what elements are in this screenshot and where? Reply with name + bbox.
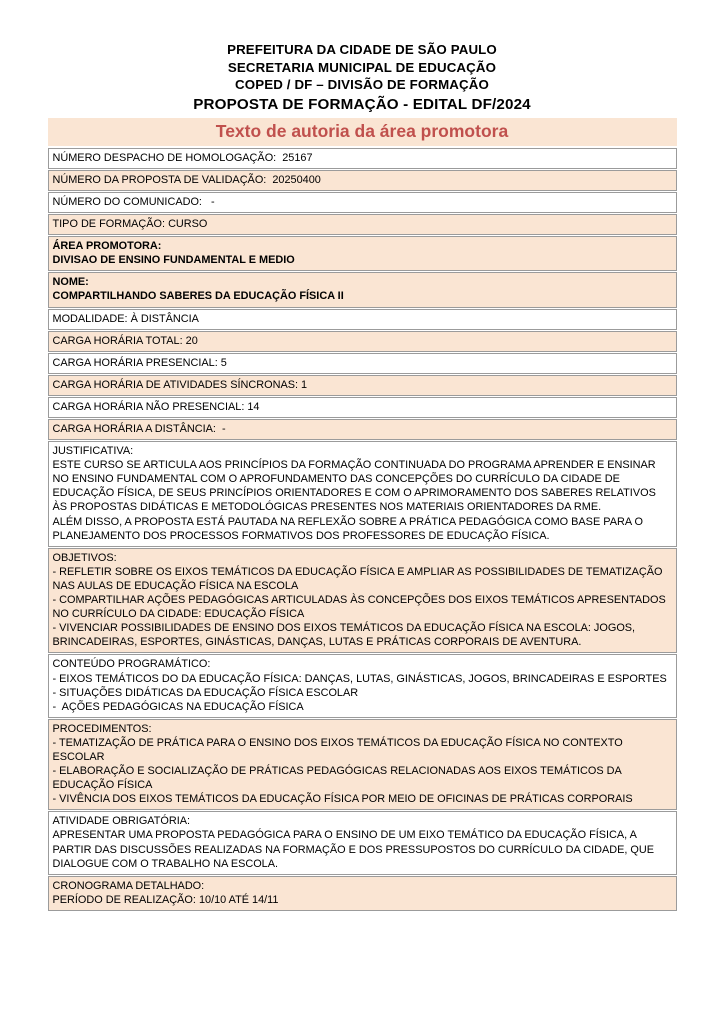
table-row: [48, 419, 677, 440]
cell-line: EDUCAÇÃO FÍSICA, DE SEUS PRINCÍPIOS ORIENTADORES E COM O APRIMORAMENTO DOS SABERES RELATIVOS: [52, 487, 656, 500]
table-row: [48, 654, 677, 717]
header-line-prefeitura: PREFEITURA DA CIDADE DE SÃO PAULO: [227, 42, 497, 57]
proposta-table: [48, 147, 677, 912]
header-line-proposta: PROPOSTA DE FORMAÇÃO - EDITAL DF/2024: [193, 95, 531, 113]
cell-carga-horaria-atividades-sincronas: [48, 375, 677, 396]
cell-line: OBJETIVOS:: [52, 551, 117, 564]
cell-carga-horaria-a-distancia: [48, 419, 677, 440]
cell-conteudo-programatico: [48, 654, 677, 717]
cell-line: CARGA HORÁRIA TOTAL: 20: [52, 334, 198, 347]
header-line-coped: COPED / DF – DIVISÃO DE FORMAÇÃO: [235, 77, 489, 93]
table-row: [48, 331, 677, 352]
cell-line: - REFLETIR SOBRE OS EIXOS TEMÁTICOS DA EDUCAÇÃO FÍSICA E AMPLIAR AS POSSIBILIDADES DE TEMATIZAÇÃO: [52, 565, 663, 578]
cell-line: ESTE CURSO SE ARTICULA AOS PRINCÍPIOS DA FORMAÇÃO CONTINUADA DO PROGRAMA APRENDER E ENSINAR: [52, 459, 656, 472]
table-row: [48, 272, 677, 307]
cell-modalidade: [48, 309, 677, 330]
table-row: [48, 441, 677, 547]
cell-line: BRINCADEIRAS, ESPORTES, GINÁSTICAS, DANÇAS, LUTAS E PRÁTICAS CORPORAIS DE AVENTURA.: [52, 636, 582, 649]
cell-carga-horaria-nao-presencial: [48, 397, 677, 418]
cell-line: - COMPARTILHAR AÇÕES PEDAGÓGICAS ARTICULADAS ÀS CONCEPÇÕES DOS EIXOS TEMÁTICOS APRESENTADOS: [52, 594, 666, 607]
cell-carga-horaria-total: [48, 331, 677, 352]
cell-line: ÀS PROPOSTAS DIDÁTICAS E METODOLÓGICAS PRESENTES NOS MATERIAIS ORIENTADORES DA RME.: [52, 501, 602, 514]
cell-cronograma-detalhado: [48, 876, 677, 911]
cell-line: - TEMATIZAÇÃO DE PRÁTICA PARA O ENSINO DOS EIXOS TEMÁTICOS DA EDUCAÇÃO FÍSICA NO CONTEXTO: [52, 736, 623, 749]
cell-line: ATIVIDADE OBRIGATÓRIA:: [52, 815, 191, 828]
cell-line: - EIXOS TEMÁTICOS DO DA EDUCAÇÃO FÍSICA: DANÇAS, LUTAS, GINÁSTICAS, JOGOS, BRINCADEIRAS E ESPORTES: [52, 672, 667, 685]
cell-line: CONTEÚDO PROGRAMÁTICO:: [52, 658, 211, 671]
cell-line: - VIVENCIAR POSSIBILIDADES DE ENSINO DOS EIXOS TEMÁTICOS DA EDUCAÇÃO FÍSICA NA ESCOLA: JOGOS,: [52, 622, 636, 635]
table-row: [48, 397, 677, 418]
document-header: [0, 0, 724, 115]
cell-line: NAS AULAS DE EDUCAÇÃO FÍSICA NA ESCOLA: [52, 579, 299, 592]
cell-line: ESCOLAR: [52, 750, 105, 763]
cell-procedimentos: [48, 719, 677, 811]
cell-line: MODALIDADE: À DISTÂNCIA: [52, 312, 199, 325]
cell-line: NÚMERO DESPACHO DE HOMOLOGAÇÃO: 25167: [52, 151, 313, 164]
table-row: [48, 811, 677, 874]
table-row: [48, 236, 677, 271]
cell-line: ÁREA PROMOTORA:: [52, 240, 162, 253]
table-row: [48, 548, 677, 654]
cell-line: CARGA HORÁRIA NÃO PRESENCIAL: 14: [52, 400, 260, 413]
cell-line: - ELABORAÇÃO E SOCIALIZAÇÃO DE PRÁTICAS PEDAGÓGICAS RELACIONADAS AOS EIXOS TEMÁTICOS DA: [52, 765, 622, 778]
cell-line: NÚMERO DA PROPOSTA DE VALIDAÇÃO: 20250400: [52, 173, 321, 186]
cell-line: COMPARTILHANDO SABERES DA EDUCAÇÃO FÍSICA II: [52, 290, 344, 303]
table-row: [48, 375, 677, 396]
cell-line: CARGA HORÁRIA A DISTÂNCIA: -: [52, 423, 226, 435]
cell-numero-proposta-validacao: [48, 170, 677, 191]
cell-numero-comunicado: [48, 192, 677, 213]
cell-area-promotora: [48, 236, 677, 271]
cell-line: DIVISAO DE ENSINO FUNDAMENTAL E MEDIO: [52, 254, 295, 267]
table-row: [48, 170, 677, 191]
cell-line: PLANEJAMENTO DOS PROCESSOS FORMATIVOS DOS PROFESSORES DE EDUCAÇÃO FÍSICA.: [52, 529, 550, 542]
cell-line: APRESENTAR UMA PROPOSTA PEDAGÓGICA PARA O ENSINO DE UM EIXO TEMÁTICO DA EDUCAÇÃO FÍSICA, A: [52, 829, 637, 842]
cell-line: EDUCAÇÃO FÍSICA: [52, 779, 153, 792]
cell-line: - VIVÊNCIA DOS EIXOS TEMÁTICOS DA EDUCAÇÃO FÍSICA POR MEIO DE OFICINAS DE PRÁTICAS CORPORAIS: [52, 793, 633, 806]
proposta-table-body: [48, 148, 677, 911]
cell-line: TIPO DE FORMAÇÃO: CURSO: [52, 218, 208, 231]
cell-line: PROCEDIMENTOS:: [52, 722, 152, 735]
cell-line: NO CURRÍCULO DA CIDADE: EDUCAÇÃO FÍSICA: [52, 608, 305, 621]
cell-line: - SITUAÇÕES DIDÁTICAS DA EDUCAÇÃO FÍSICA ESCOLAR: [52, 686, 359, 699]
banner-title: Texto de autoria da área promotora: [215, 120, 509, 141]
table-row: [48, 214, 677, 235]
cell-line: ALÉM DISSO, A PROPOSTA ESTÁ PAUTADA NA REFLEXÃO SOBRE A PRÁTICA PEDAGÓGICA COMO BASE PARA O: [52, 515, 643, 528]
banner-texto-autoria: [48, 118, 677, 146]
cell-line: NOME:: [52, 276, 89, 289]
table-row: [48, 876, 677, 911]
cell-line: CARGA HORÁRIA PRESENCIAL: 5: [52, 356, 227, 369]
table-row: [48, 353, 677, 374]
cell-justificativa: [48, 441, 677, 547]
cell-line: PERÍODO DE REALIZAÇÃO: 10/10 ATÉ 14/11: [52, 893, 279, 906]
cell-line: JUSTIFICATIVA:: [52, 445, 134, 458]
cell-line: DIALOGUE COM O TRABALHO NA ESCOLA.: [52, 857, 279, 870]
cell-nome-da-formacao: [48, 272, 677, 307]
cell-objetivos: [48, 548, 677, 654]
table-row: [48, 148, 677, 169]
cell-line: PARTIR DAS DISCUSSÕES REALIZADAS NA FORMAÇÃO E DOS PRESSUPOSTOS DO CURRÍCULO DA CIDADE, QUE: [52, 843, 655, 856]
cell-tipo-de-formacao: [48, 214, 677, 235]
cell-atividade-obrigatoria: [48, 811, 677, 874]
header-line-secretaria: SECRETARIA MUNICIPAL DE EDUCAÇÃO: [227, 59, 497, 75]
table-row: [48, 309, 677, 330]
cell-line: - AÇÕES PEDAGÓGICAS NA EDUCAÇÃO FÍSICA: [52, 700, 304, 713]
cell-line: CRONOGRAMA DETALHADO:: [52, 879, 205, 892]
cell-numero-despacho-homologacao: [48, 148, 677, 169]
cell-line: CARGA HORÁRIA DE ATIVIDADES SÍNCRONAS: 1: [52, 378, 308, 391]
cell-line: NÚMERO DO COMUNICADO: -: [52, 195, 215, 208]
cell-carga-horaria-presencial: [48, 353, 677, 374]
cell-line: NO ENSINO FUNDAMENTAL COM O APROFUNDAMENTO DAS CONCEPÇÕES DO CURRÍCULO DA CIDADE DE: [52, 473, 620, 486]
table-row: [48, 192, 677, 213]
table-row: [48, 719, 677, 811]
